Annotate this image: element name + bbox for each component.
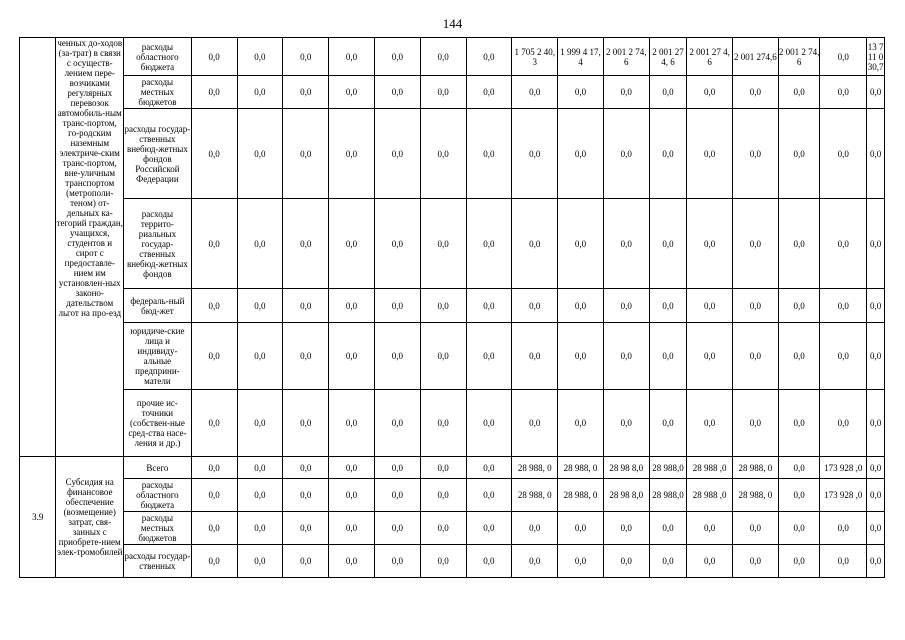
value-cell: 0,0 xyxy=(603,76,649,109)
value-cell: 0,0 xyxy=(466,479,512,512)
value-cell: 0,0 xyxy=(778,109,820,199)
value-cell: 0,0 xyxy=(237,390,283,457)
value-cell: 0,0 xyxy=(687,289,733,323)
value-cell: 0,0 xyxy=(420,76,466,109)
funding-source-cell: прочие ис-точники (собствен-ные сред-ства насе-ления и др.) xyxy=(124,390,192,457)
funding-source-cell: расходы местных бюджетов xyxy=(124,512,192,545)
value-cell: 0,0 xyxy=(512,109,558,199)
value-cell: 0,0 xyxy=(283,512,329,545)
table-row xyxy=(20,545,885,578)
value-cell: 0,0 xyxy=(867,109,885,199)
value-cell: 0,0 xyxy=(732,390,778,457)
table-row xyxy=(20,390,885,457)
value-cell: 0,0 xyxy=(191,545,237,578)
value-cell: 0,0 xyxy=(778,479,820,512)
value-cell: 0,0 xyxy=(603,199,649,289)
value-cell: 0,0 xyxy=(778,289,820,323)
value-cell: 0,0 xyxy=(603,512,649,545)
table-row xyxy=(20,199,885,289)
value-cell: 0,0 xyxy=(237,199,283,289)
value-cell: 0,0 xyxy=(603,390,649,457)
funding-source-cell: юридиче-ские лица и индивиду-альные предприни-матели xyxy=(124,323,192,390)
value-cell: 0,0 xyxy=(778,390,820,457)
value-cell: 0,0 xyxy=(374,76,420,109)
value-cell: 28 988 ,0 xyxy=(687,479,733,512)
value-cell: 0,0 xyxy=(649,323,686,390)
value-cell: 13 711 030,7 xyxy=(867,38,885,76)
value-cell: 0,0 xyxy=(820,38,867,76)
value-cell: 0,0 xyxy=(687,76,733,109)
value-cell: 0,0 xyxy=(466,199,512,289)
item-number-cell: 3.9 xyxy=(20,457,56,578)
funding-source-cell: Всего xyxy=(124,457,192,479)
value-cell: 0,0 xyxy=(867,545,885,578)
value-cell: 0,0 xyxy=(687,512,733,545)
value-cell: 0,0 xyxy=(237,457,283,479)
value-cell: 0,0 xyxy=(512,545,558,578)
value-cell: 0,0 xyxy=(732,199,778,289)
value-cell: 0,0 xyxy=(512,390,558,457)
value-cell: 0,0 xyxy=(732,76,778,109)
value-cell: 0,0 xyxy=(558,199,604,289)
value-cell: 28 988, 0 xyxy=(558,457,604,479)
value-cell: 0,0 xyxy=(420,289,466,323)
value-cell: 0,0 xyxy=(374,457,420,479)
value-cell: 0,0 xyxy=(329,479,375,512)
value-cell: 0,0 xyxy=(466,457,512,479)
value-cell: 0,0 xyxy=(420,545,466,578)
value-cell: 0,0 xyxy=(420,457,466,479)
value-cell: 0,0 xyxy=(466,512,512,545)
value-cell: 0,0 xyxy=(512,512,558,545)
value-cell: 0,0 xyxy=(687,199,733,289)
value-cell: 0,0 xyxy=(420,199,466,289)
value-cell: 28 988, 0 xyxy=(512,457,558,479)
value-cell: 0,0 xyxy=(283,289,329,323)
value-cell: 2 001 27 4,6 xyxy=(687,38,733,76)
budget-table xyxy=(19,37,885,578)
value-cell: 0,0 xyxy=(466,38,512,76)
value-cell: 0,0 xyxy=(512,199,558,289)
value-cell: 0,0 xyxy=(778,457,820,479)
value-cell: 0,0 xyxy=(191,390,237,457)
value-cell: 0,0 xyxy=(466,289,512,323)
value-cell: 0,0 xyxy=(603,545,649,578)
value-cell: 0,0 xyxy=(466,545,512,578)
value-cell: 0,0 xyxy=(649,199,686,289)
value-cell: 0,0 xyxy=(283,457,329,479)
value-cell: 0,0 xyxy=(329,323,375,390)
value-cell: 0,0 xyxy=(191,76,237,109)
value-cell: 28 988, 0 xyxy=(558,479,604,512)
value-cell: 0,0 xyxy=(558,289,604,323)
value-cell: 28 988,0 xyxy=(649,457,686,479)
value-cell: 0,0 xyxy=(867,457,885,479)
value-cell: 0,0 xyxy=(237,545,283,578)
value-cell: 0,0 xyxy=(778,323,820,390)
value-cell: 0,0 xyxy=(237,76,283,109)
value-cell: 0,0 xyxy=(374,199,420,289)
value-cell: 28 98 8,0 xyxy=(603,457,649,479)
value-cell: 0,0 xyxy=(191,457,237,479)
value-cell: 0,0 xyxy=(558,390,604,457)
value-cell: 0,0 xyxy=(191,512,237,545)
value-cell: 0,0 xyxy=(687,390,733,457)
value-cell: 0,0 xyxy=(512,323,558,390)
value-cell: 0,0 xyxy=(512,76,558,109)
value-cell: 28 98 8,0 xyxy=(603,479,649,512)
table-row xyxy=(20,479,885,512)
value-cell: 0,0 xyxy=(374,390,420,457)
value-cell: 0,0 xyxy=(649,545,686,578)
value-cell: 0,0 xyxy=(191,199,237,289)
value-cell: 0,0 xyxy=(420,479,466,512)
value-cell: 173 928 ,0 xyxy=(820,479,867,512)
value-cell: 0,0 xyxy=(374,512,420,545)
value-cell: 0,0 xyxy=(820,390,867,457)
value-cell: 0,0 xyxy=(237,38,283,76)
value-cell: 0,0 xyxy=(237,323,283,390)
value-cell: 0,0 xyxy=(603,323,649,390)
value-cell: 0,0 xyxy=(283,76,329,109)
value-cell: 2 001 2 74,6 xyxy=(778,38,820,76)
value-cell: 28 988, 0 xyxy=(512,479,558,512)
value-cell: 1 705 2 40,3 xyxy=(512,38,558,76)
value-cell: 0,0 xyxy=(820,545,867,578)
value-cell: 0,0 xyxy=(283,390,329,457)
value-cell: 0,0 xyxy=(558,76,604,109)
value-cell: 0,0 xyxy=(512,289,558,323)
table-row xyxy=(20,512,885,545)
value-cell: 0,0 xyxy=(649,109,686,199)
value-cell: 0,0 xyxy=(687,323,733,390)
value-cell: 0,0 xyxy=(820,199,867,289)
item-number-cell xyxy=(20,38,56,457)
value-cell: 0,0 xyxy=(191,109,237,199)
funding-source-cell: федераль-ный бюд-жет xyxy=(124,289,192,323)
value-cell: 0,0 xyxy=(283,323,329,390)
value-cell: 28 988,0 xyxy=(649,479,686,512)
value-cell: 0,0 xyxy=(191,323,237,390)
value-cell: 0,0 xyxy=(329,457,375,479)
page-number: 144 xyxy=(442,16,463,31)
table-row xyxy=(20,289,885,323)
value-cell: 173 928 ,0 xyxy=(820,457,867,479)
value-cell: 28 988 ,0 xyxy=(687,457,733,479)
value-cell: 0,0 xyxy=(466,323,512,390)
value-cell: 0,0 xyxy=(649,512,686,545)
measure-name-cell: Субсидия на финансовое обеспечение (возмещение) затрат, свя-занных с приобрете-нием элек-тромобилей xyxy=(56,457,124,578)
value-cell: 0,0 xyxy=(374,109,420,199)
value-cell: 0,0 xyxy=(558,512,604,545)
value-cell: 28 988, 0 xyxy=(732,457,778,479)
value-cell: 0,0 xyxy=(820,289,867,323)
value-cell: 0,0 xyxy=(867,76,885,109)
value-cell: 0,0 xyxy=(778,199,820,289)
value-cell: 0,0 xyxy=(329,512,375,545)
value-cell: 0,0 xyxy=(558,109,604,199)
value-cell: 0,0 xyxy=(374,38,420,76)
value-cell: 0,0 xyxy=(237,289,283,323)
funding-source-cell: расходы местных бюджетов xyxy=(124,76,192,109)
value-cell: 0,0 xyxy=(329,109,375,199)
value-cell: 0,0 xyxy=(867,390,885,457)
value-cell: 0,0 xyxy=(867,289,885,323)
value-cell: 0,0 xyxy=(820,76,867,109)
value-cell: 0,0 xyxy=(237,512,283,545)
value-cell: 0,0 xyxy=(558,545,604,578)
value-cell: 0,0 xyxy=(374,545,420,578)
value-cell: 0,0 xyxy=(237,479,283,512)
value-cell: 1 999 4 17,4 xyxy=(558,38,604,76)
value-cell: 0,0 xyxy=(558,323,604,390)
value-cell: 0,0 xyxy=(732,323,778,390)
value-cell: 0,0 xyxy=(649,390,686,457)
value-cell: 0,0 xyxy=(283,479,329,512)
value-cell: 0,0 xyxy=(374,289,420,323)
value-cell: 0,0 xyxy=(466,109,512,199)
value-cell: 0,0 xyxy=(603,289,649,323)
value-cell: 0,0 xyxy=(420,323,466,390)
value-cell: 0,0 xyxy=(283,38,329,76)
value-cell: 0,0 xyxy=(867,323,885,390)
value-cell: 0,0 xyxy=(820,109,867,199)
table-row xyxy=(20,38,885,76)
table-row xyxy=(20,76,885,109)
value-cell: 2 001 2 74,6 xyxy=(603,38,649,76)
value-cell: 0,0 xyxy=(820,323,867,390)
value-cell: 0,0 xyxy=(867,512,885,545)
value-cell: 0,0 xyxy=(191,479,237,512)
value-cell: 0,0 xyxy=(420,109,466,199)
value-cell: 0,0 xyxy=(732,512,778,545)
value-cell: 0,0 xyxy=(191,38,237,76)
value-cell: 0,0 xyxy=(687,545,733,578)
measure-name-cell: ченных до-ходов (за-трат) в связи с осуществ-лением пере-возчиками регулярных перевозок автомобиль-ным транс-портом, го-родским наземным электриче-ским транс-портом, вне-уличным транспортом (метрополи-теном) от-дельных ка-тегорий граждан, учащихся, студентов и сирот с предоставле-нием им установлен-ных законо-дательством льгот на про-езд xyxy=(56,38,124,457)
value-cell: 0,0 xyxy=(649,289,686,323)
value-cell: 0,0 xyxy=(237,109,283,199)
value-cell: 2 001 274, 6 xyxy=(649,38,686,76)
value-cell: 0,0 xyxy=(329,289,375,323)
funding-source-cell: расходы областного бюджета xyxy=(124,479,192,512)
value-cell: 0,0 xyxy=(466,76,512,109)
value-cell: 0,0 xyxy=(283,109,329,199)
value-cell: 0,0 xyxy=(374,323,420,390)
value-cell: 0,0 xyxy=(778,76,820,109)
funding-source-cell: расходы террито-риальных государ-ственных внебюд-жетных фондов xyxy=(124,199,192,289)
funding-source-cell: расходы областного бюджета xyxy=(124,38,192,76)
value-cell: 0,0 xyxy=(867,199,885,289)
value-cell: 0,0 xyxy=(820,512,867,545)
value-cell: 0,0 xyxy=(329,199,375,289)
value-cell: 0,0 xyxy=(283,199,329,289)
value-cell: 0,0 xyxy=(778,545,820,578)
value-cell: 0,0 xyxy=(329,545,375,578)
value-cell: 0,0 xyxy=(466,390,512,457)
value-cell: 0,0 xyxy=(329,390,375,457)
value-cell: 0,0 xyxy=(283,545,329,578)
value-cell: 0,0 xyxy=(374,479,420,512)
value-cell: 0,0 xyxy=(329,76,375,109)
value-cell: 2 001 274,6 xyxy=(732,38,778,76)
table-row xyxy=(20,109,885,199)
value-cell: 0,0 xyxy=(732,109,778,199)
funding-source-cell: расходы государ-ственных внебюд-жетных фондов Российской Федерации xyxy=(124,109,192,199)
table-row xyxy=(20,323,885,390)
value-cell: 0,0 xyxy=(732,545,778,578)
value-cell: 0,0 xyxy=(420,390,466,457)
table-row xyxy=(20,457,885,479)
value-cell: 0,0 xyxy=(778,512,820,545)
value-cell: 0,0 xyxy=(191,289,237,323)
value-cell: 0,0 xyxy=(687,109,733,199)
value-cell: 0,0 xyxy=(649,76,686,109)
value-cell: 0,0 xyxy=(732,289,778,323)
funding-source-cell: расходы государ-ственных xyxy=(124,545,192,578)
value-cell: 0,0 xyxy=(420,38,466,76)
value-cell: 0,0 xyxy=(329,38,375,76)
value-cell: 0,0 xyxy=(867,479,885,512)
value-cell: 28 988, 0 xyxy=(732,479,778,512)
value-cell: 0,0 xyxy=(603,109,649,199)
value-cell: 0,0 xyxy=(420,512,466,545)
